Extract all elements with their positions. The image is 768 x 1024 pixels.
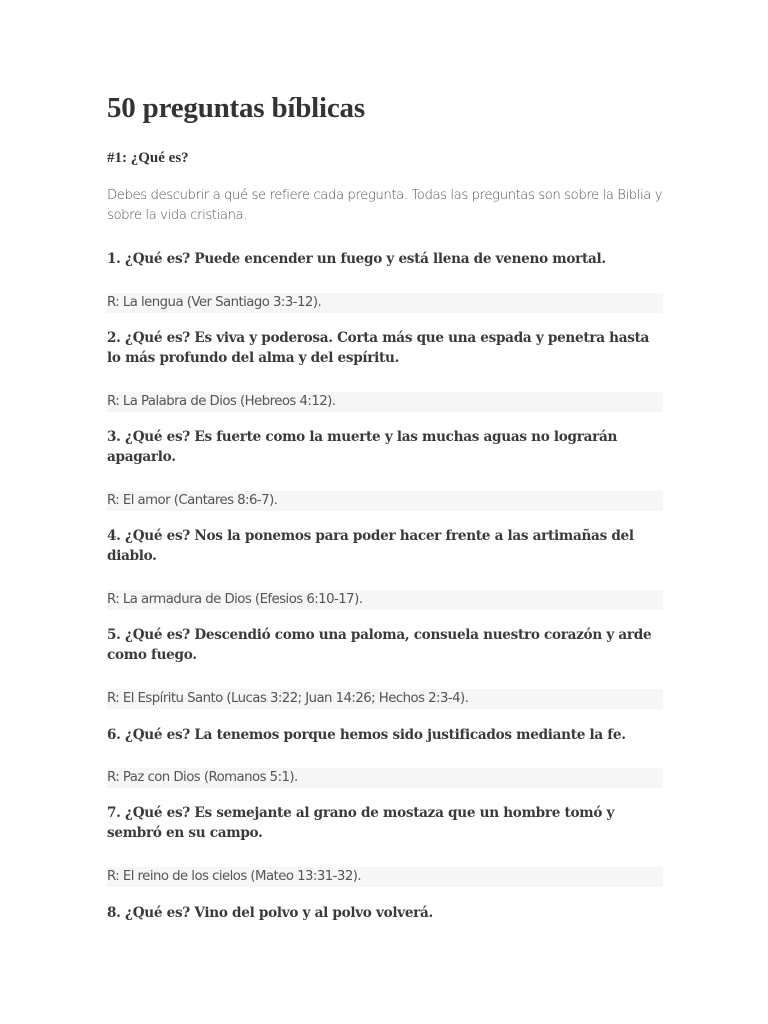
question-4: 4. ¿Qué es? Nos la ponemos para poder hacer frente a las artimañas del diablo. — [107, 528, 634, 564]
intro-paragraph: Debes descubrir a qué se refiere cada pregunta. Todas las preguntas son sobre la Biblia y sobre la vida cristiana. — [107, 188, 663, 223]
question-5: 5. ¿Qué es? Descendió como una paloma, consuela nuestro corazón y arde como fuego. — [107, 627, 652, 663]
question-7: 7. ¿Qué es? Es semejante al grano de mostaza que un hombre tomó y sembró en su campo. — [107, 805, 615, 841]
answer-2: R: La Palabra de Dios (Hebreos 4:12). — [107, 392, 663, 412]
question-2: 2. ¿Qué es? Es viva y poderosa. Corta más que una espada y penetra hasta lo más profundo del alma y del espíritu. — [107, 330, 650, 366]
page-title: 50 preguntas bíblicas — [107, 92, 365, 124]
answer-5: R: El Espíritu Santo (Lucas 3:22; Juan 14:26; Hechos 2:3-4). — [107, 689, 663, 709]
answer-6: R: Paz con Dios (Romanos 5:1). — [107, 768, 663, 788]
answer-1: R: La lengua (Ver Santiago 3:3-12). — [107, 293, 663, 313]
answer-7: R: El reino de los cielos (Mateo 13:31-32). — [107, 867, 663, 887]
question-1: 1. ¿Qué es? Puede encender un fuego y está llena de veneno mortal. — [107, 251, 606, 267]
answer-4: R: La armadura de Dios (Efesios 6:10-17). — [107, 590, 663, 610]
question-3: 3. ¿Qué es? Es fuerte como la muerte y las muchas aguas no lograrán apagarlo. — [107, 429, 618, 465]
question-8: 8. ¿Qué es? Vino del polvo y al polvo volverá. — [107, 905, 433, 921]
question-6: 6. ¿Qué es? La tenemos porque hemos sido justificados mediante la fe. — [107, 727, 626, 743]
answer-3: R: El amor (Cantares 8:6-7). — [107, 491, 663, 511]
section-subtitle: #1: ¿Qué es? — [107, 150, 189, 166]
